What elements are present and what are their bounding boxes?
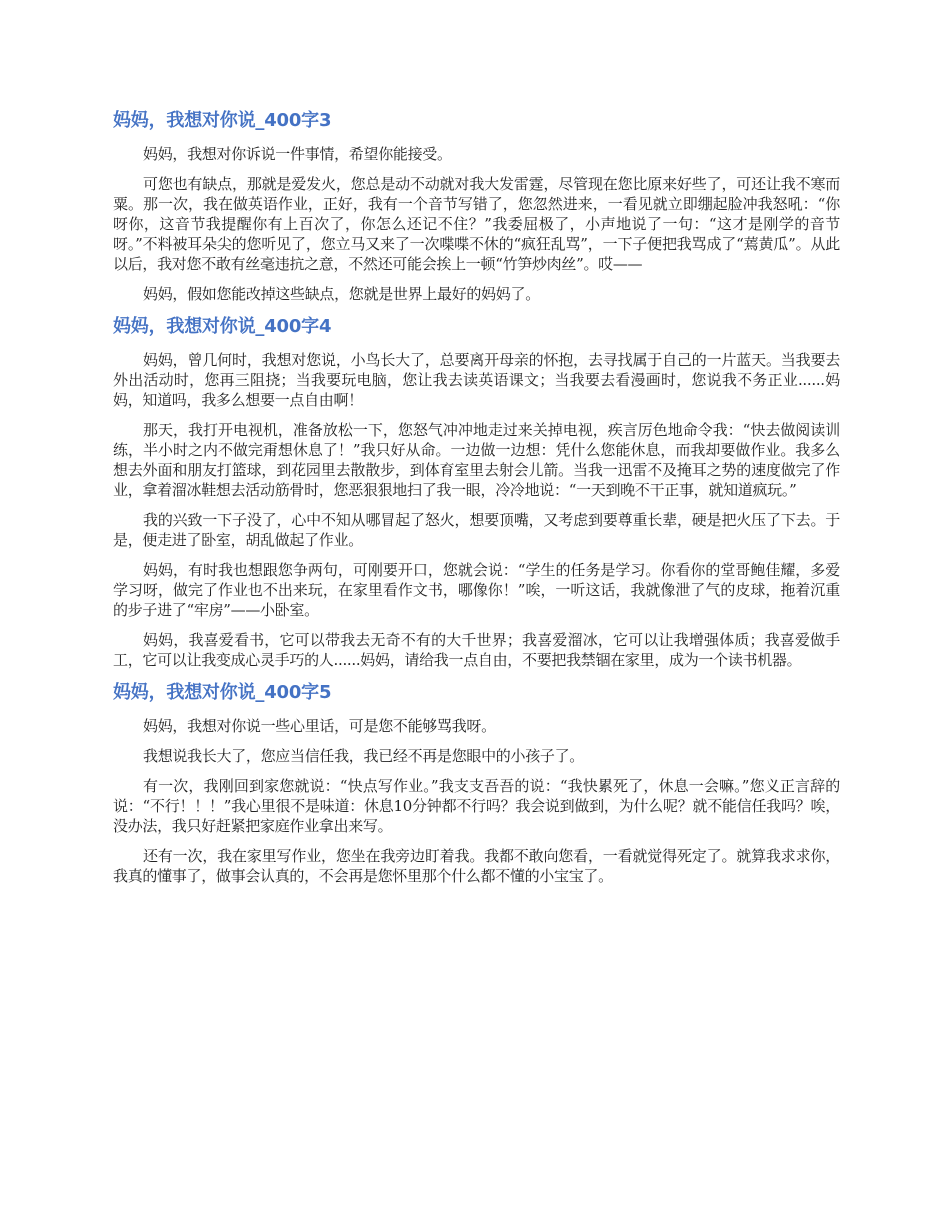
section-4 — [113, 314, 840, 670]
paragraph: 妈妈，我想对你说一些心里话，可是您不能够骂我呀。 — [143, 717, 496, 735]
paragraph: 妈妈，假如您能改掉这些缺点，您就是世界上最好的妈妈了。 — [143, 285, 540, 303]
paragraph: 我想说我长大了，您应当信任我，我已经不再是您眼中的小孩子了。 — [143, 747, 585, 765]
paragraph: 我的兴致一下子没了，心中不知从哪冒起了怒火，想要顶嘴，又考虑到要尊重长辈，硬是把火压了下去。于是，便走进了卧室，胡乱做起了作业。 — [113, 511, 840, 549]
paragraph: 有一次，我刚回到家您就说：“快点写作业。”我支支吾吾的说：“我快累死了，休息一会嘛。”您义正言辞的说：“不行！！！”我心里很不是味道：休息10分钟都不行吗？我会说到做到，为什么呢？就不能信任我吗？唉，没办法，我只好赶紧把家庭作业拿出来写。 — [113, 777, 840, 835]
paragraph: 妈妈，曾几何时，我想对您说，小鸟长大了，总要离开母亲的怀抱，去寻找属于自己的一片蓝天。当我要去外出活动时，您再三阻挠；当我要玩电脑，您让我去读英语课文；当我要去看漫画时，您说我不务正业......妈妈，知道吗，我多么想要一点自由啊！ — [113, 351, 840, 409]
section-heading: 妈妈，我想对你说_400字4 — [113, 316, 332, 337]
section-heading: 妈妈，我想对你说_400字3 — [113, 110, 332, 131]
section-5 — [113, 680, 840, 886]
paragraph: 还有一次，我在家里写作业，您坐在我旁边盯着我。我都不敢向您看，一看就觉得死定了。就算我求求你，我真的懂事了，做事会认真的，不会再是您怀里那个什么都不懂的小宝宝了。 — [113, 847, 840, 885]
paragraph: 妈妈，我想对你诉说一件事情，希望你能接受。 — [143, 145, 452, 163]
section-3 — [113, 108, 840, 304]
paragraph: 可您也有缺点，那就是爱发火，您总是动不动就对我大发雷霆，尽管现在您比原来好些了，可还让我不寒而粟。那一次，我在做英语作业，正好，我有一个音节写错了，您忽然进来，一看见就立即绷起脸冲我怒吼：“你呀你，这音节我提醒你有上百次了，你怎么还记不住？”我委屈极了，小声地说了一句：“这才是刚学的音节呀。”不料被耳朵尖的您听见了，您立马又来了一次喋喋不休的“疯狂乱骂”，一下子便把我骂成了“蔫黄瓜”。从此以后，我对您不敢有丝毫违抗之意，不然还可能会挨上一顿“竹笋炒肉丝”。哎—— — [113, 175, 840, 273]
document-page — [113, 108, 840, 896]
paragraph: 妈妈，有时我也想跟您争两句，可刚要开口，您就会说：“学生的任务是学习。你看你的堂哥鲍佳耀，多爱学习呀，做完了作业也不出来玩，在家里看作文书，哪像你！”唉，一听这话，我就像泄了气的皮球，拖着沉重的步子进了“牢房”——小卧室。 — [113, 561, 840, 619]
paragraph: 那天，我打开电视机，准备放松一下，您怒气冲冲地走过来关掉电视，疾言厉色地命令我：“快去做阅读训练，半小时之内不做完甭想休息了！”我只好从命。一边做一边想：凭什么您能休息，而我却要做作业。我多么想去外面和朋友打篮球，到花园里去散散步，到体育室里去射会儿箭。当我一迅雷不及掩耳之势的速度做完了作业，拿着溜冰鞋想去活动筋骨时，您恶狠狠地扫了我一眼，冷冷地说：“一天到晚不干正事，就知道疯玩。” — [113, 421, 840, 499]
paragraph: 妈妈，我喜爱看书，它可以带我去无奇不有的大千世界；我喜爱溜冰，它可以让我增强体质；我喜爱做手工，它可以让我变成心灵手巧的人......妈妈，请给我一点自由，不要把我禁锢在家里，成为一个读书机器。 — [113, 631, 840, 669]
section-heading: 妈妈，我想对你说_400字5 — [113, 682, 332, 703]
